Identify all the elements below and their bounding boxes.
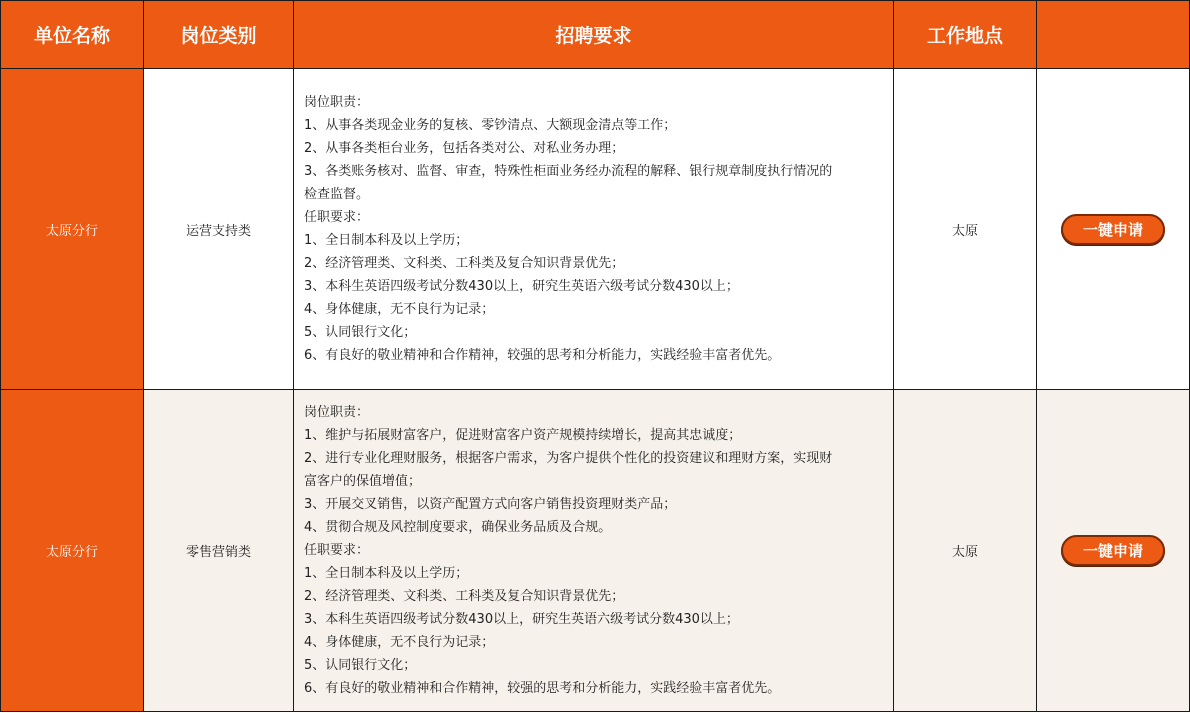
requirements-cell <box>294 69 894 390</box>
requirement-line: 3、本科生英语四级考试分数430以上，研究生英语六级考试分数430以上； <box>304 612 739 627</box>
requirement-line: 2、经济管理类、文科类、工科类及复合知识背景优先； <box>304 589 625 604</box>
requirement-line: 3、各类账务核对、监督、审查，特殊性柜面业务经办流程的解释、银行规章制度执行情况的 <box>304 164 833 179</box>
requirement-line: 1、维护与拓展财富客户，促进财富客户资产规模持续增长，提高其忠诚度； <box>304 428 742 443</box>
requirement-line: 岗位职责： <box>304 95 370 110</box>
requirement-line: 任职要求： <box>304 543 370 558</box>
apply-button[interactable]: 一键申请 <box>1061 535 1165 566</box>
requirement-line: 2、经济管理类、文科类、工科类及复合知识背景优先； <box>304 256 625 271</box>
requirement-line: 检查监督。 <box>304 187 370 202</box>
unit-name-cell: 太原分行 <box>0 390 144 712</box>
header-unit-name: 单位名称 <box>0 1 144 69</box>
requirement-line: 4、身体健康，无不良行为记录； <box>304 635 495 650</box>
requirement-line: 6、有良好的敬业精神和合作精神，较强的思考和分析能力，实践经验丰富者优先。 <box>304 681 781 696</box>
requirement-line: 岗位职责： <box>304 405 370 420</box>
table-header <box>0 0 1190 69</box>
requirement-line: 富客户的保值增值； <box>304 474 422 489</box>
requirement-line: 5、认同银行文化； <box>304 325 417 340</box>
position-category-cell: 零售营销类 <box>144 390 294 712</box>
header-requirements: 招聘要求 <box>294 1 894 69</box>
requirement-line: 1、全日制本科及以上学历； <box>304 566 469 581</box>
location-cell: 太原 <box>894 69 1037 390</box>
header-action <box>1037 1 1190 69</box>
table-row <box>0 69 1190 390</box>
action-cell <box>1037 69 1190 390</box>
action-cell <box>1037 390 1190 712</box>
requirement-line: 1、全日制本科及以上学历； <box>304 233 469 248</box>
unit-name-cell: 太原分行 <box>0 69 144 390</box>
requirements-list <box>304 401 832 700</box>
requirements-list <box>304 91 832 367</box>
requirement-line: 2、进行专业化理财服务，根据客户需求，为客户提供个性化的投资建议和理财方案，实现财 <box>304 451 833 466</box>
location-cell: 太原 <box>894 390 1037 712</box>
position-category-cell: 运营支持类 <box>144 69 294 390</box>
requirement-line: 1、从事各类现金业务的复核、零钞清点、大额现金清点等工作； <box>304 118 677 133</box>
requirement-line: 4、贯彻合规及风控制度要求，确保业务品质及合规。 <box>304 520 612 535</box>
table-row <box>0 390 1190 712</box>
requirement-line: 5、认同银行文化； <box>304 658 417 673</box>
header-position-type: 岗位类别 <box>144 1 294 69</box>
header-location: 工作地点 <box>894 1 1037 69</box>
requirement-line: 4、身体健康，无不良行为记录； <box>304 302 495 317</box>
requirements-cell <box>294 390 894 712</box>
requirement-line: 3、本科生英语四级考试分数430以上，研究生英语六级考试分数430以上； <box>304 279 739 294</box>
requirement-line: 任职要求： <box>304 210 370 225</box>
requirement-line: 3、开展交叉销售，以资产配置方式向客户销售投资理财类产品； <box>304 497 677 512</box>
requirement-line: 2、从事各类柜台业务，包括各类对公、对私业务办理； <box>304 141 625 156</box>
requirement-line: 6、有良好的敬业精神和合作精神，较强的思考和分析能力，实践经验丰富者优先。 <box>304 348 781 363</box>
apply-button[interactable]: 一键申请 <box>1061 214 1165 245</box>
